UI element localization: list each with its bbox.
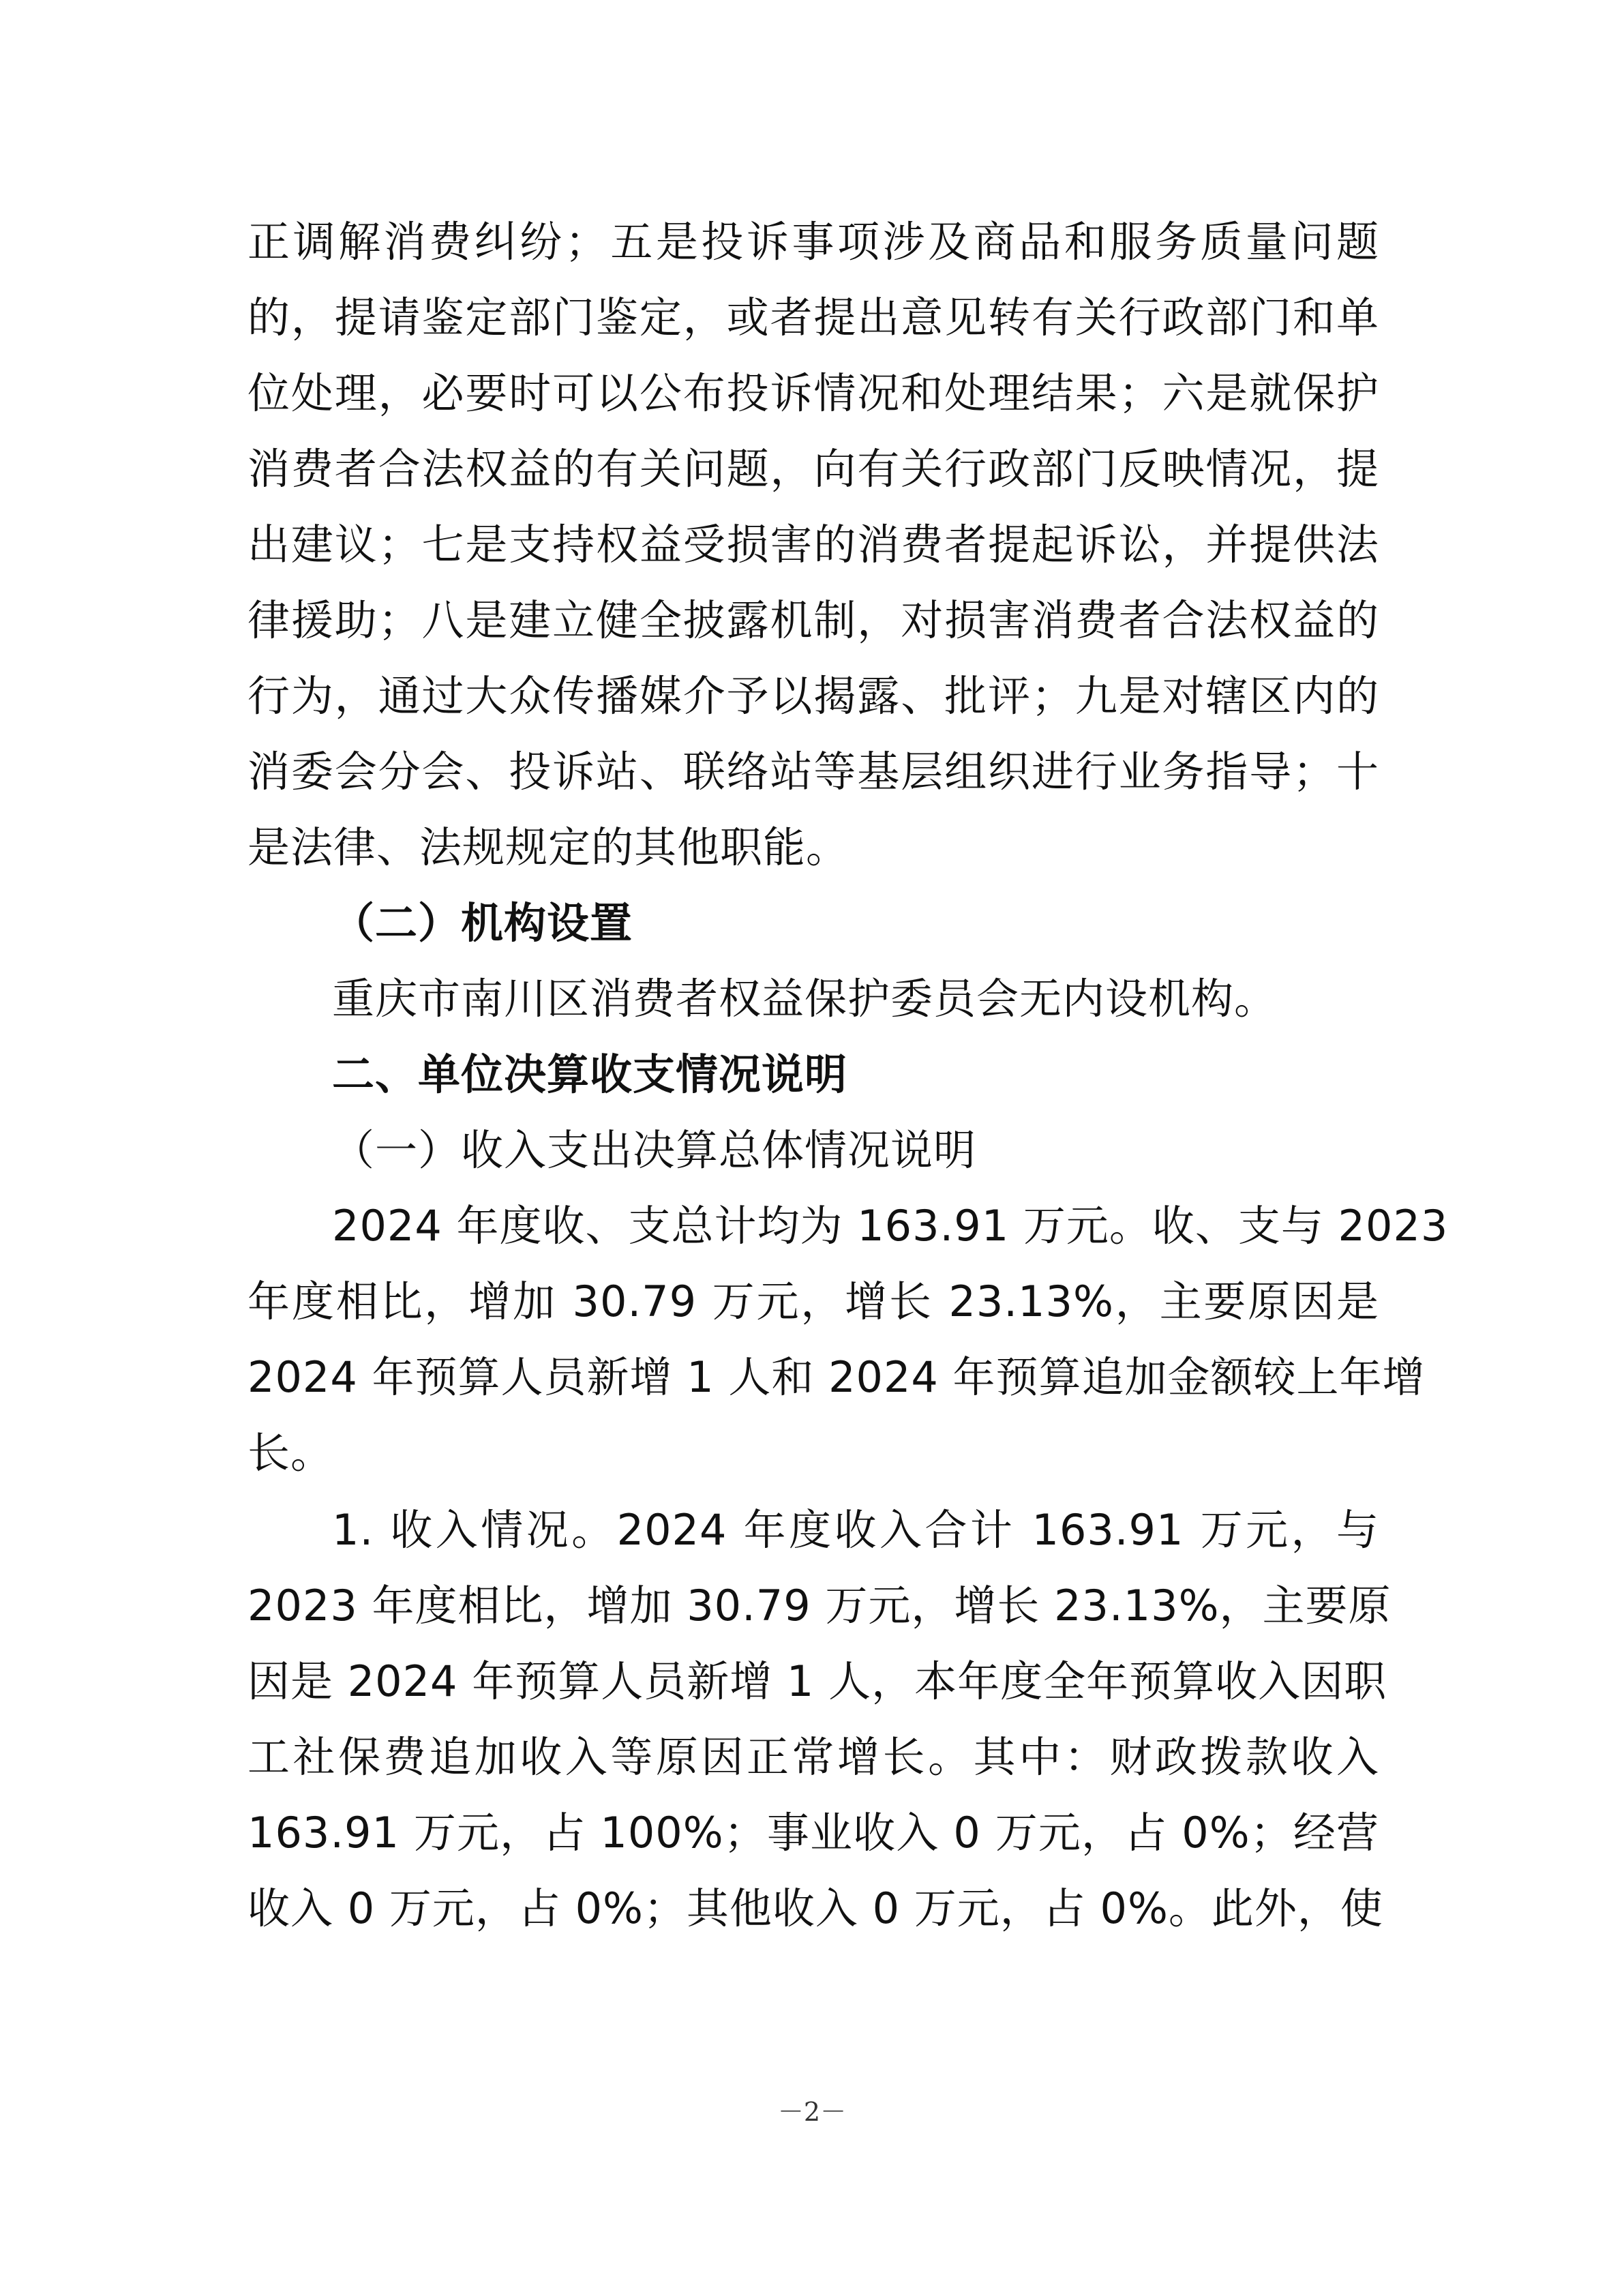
paragraph-line: 消委会分会、投诉站、联络站等基层组织进行业务指导；十 — [247, 747, 1379, 796]
paragraph-line: 律援助；八是建立健全披露机制，对损害消费者合法权益的 — [247, 595, 1379, 645]
section-heading-budget: 二、单位决算收支情况说明 — [332, 1049, 848, 1099]
section-heading-organization: （二）机构设置 — [332, 898, 633, 948]
paragraph-line: 长。 — [247, 1428, 334, 1478]
paragraph-line: 2024 年度收、支总计均为 163.91 万元。收、支与 2023 — [332, 1201, 1449, 1251]
paragraph-line: 因是 2024 年预算人员新增 1 人，本年度全年预算收入因职 — [247, 1656, 1387, 1706]
paragraph-line: 1. 收入情况。2024 年度收入合计 163.91 万元，与 — [332, 1505, 1379, 1555]
paragraph-line: 位处理，必要时可以公布投诉情况和处理结果；六是就保护 — [247, 368, 1379, 418]
paragraph-line: 出建议；七是支持权益受损害的消费者提起诉讼，并提供法 — [247, 520, 1379, 569]
page-number: －2－ — [777, 2097, 847, 2127]
paragraph-line: 消费者合法权益的有关问题，向有关行政部门反映情况，提 — [247, 444, 1379, 494]
paragraph-line: 是法律、法规规定的其他职能。 — [247, 822, 849, 872]
paragraph-line: 的，提请鉴定部门鉴定，或者提出意见转有关行政部门和单 — [247, 293, 1379, 342]
paragraph-line: 工社保费追加收入等原因正常增长。其中：财政拨款收入 — [247, 1732, 1379, 1782]
paragraph-line: 2023 年度相比，增加 30.79 万元，增长 23.13%，主要原 — [247, 1581, 1392, 1630]
paragraph-line: 163.91 万元，占 100%；事业收入 0 万元，占 0%；经营 — [247, 1808, 1379, 1858]
paragraph-line: 2024 年预算人员新增 1 人和 2024 年预算追加金额较上年增 — [247, 1352, 1426, 1402]
subsection-heading-overview: （一）收入支出决算总体情况说明 — [332, 1125, 977, 1175]
paragraph-line: 重庆市南川区消费者权益保护委员会无内设机构。 — [332, 974, 1278, 1024]
paragraph-line: 年度相比，增加 30.79 万元，增长 23.13%，主要原因是 — [247, 1277, 1379, 1326]
paragraph-line: 行为，通过大众传播媒介予以揭露、批评；九是对辖区内的 — [247, 671, 1379, 721]
paragraph-line: 正调解消费纠纷；五是投诉事项涉及商品和服务质量问题 — [247, 217, 1379, 267]
paragraph-line: 收入 0 万元，占 0%；其他收入 0 万元，占 0%。此外，使 — [247, 1883, 1383, 1933]
